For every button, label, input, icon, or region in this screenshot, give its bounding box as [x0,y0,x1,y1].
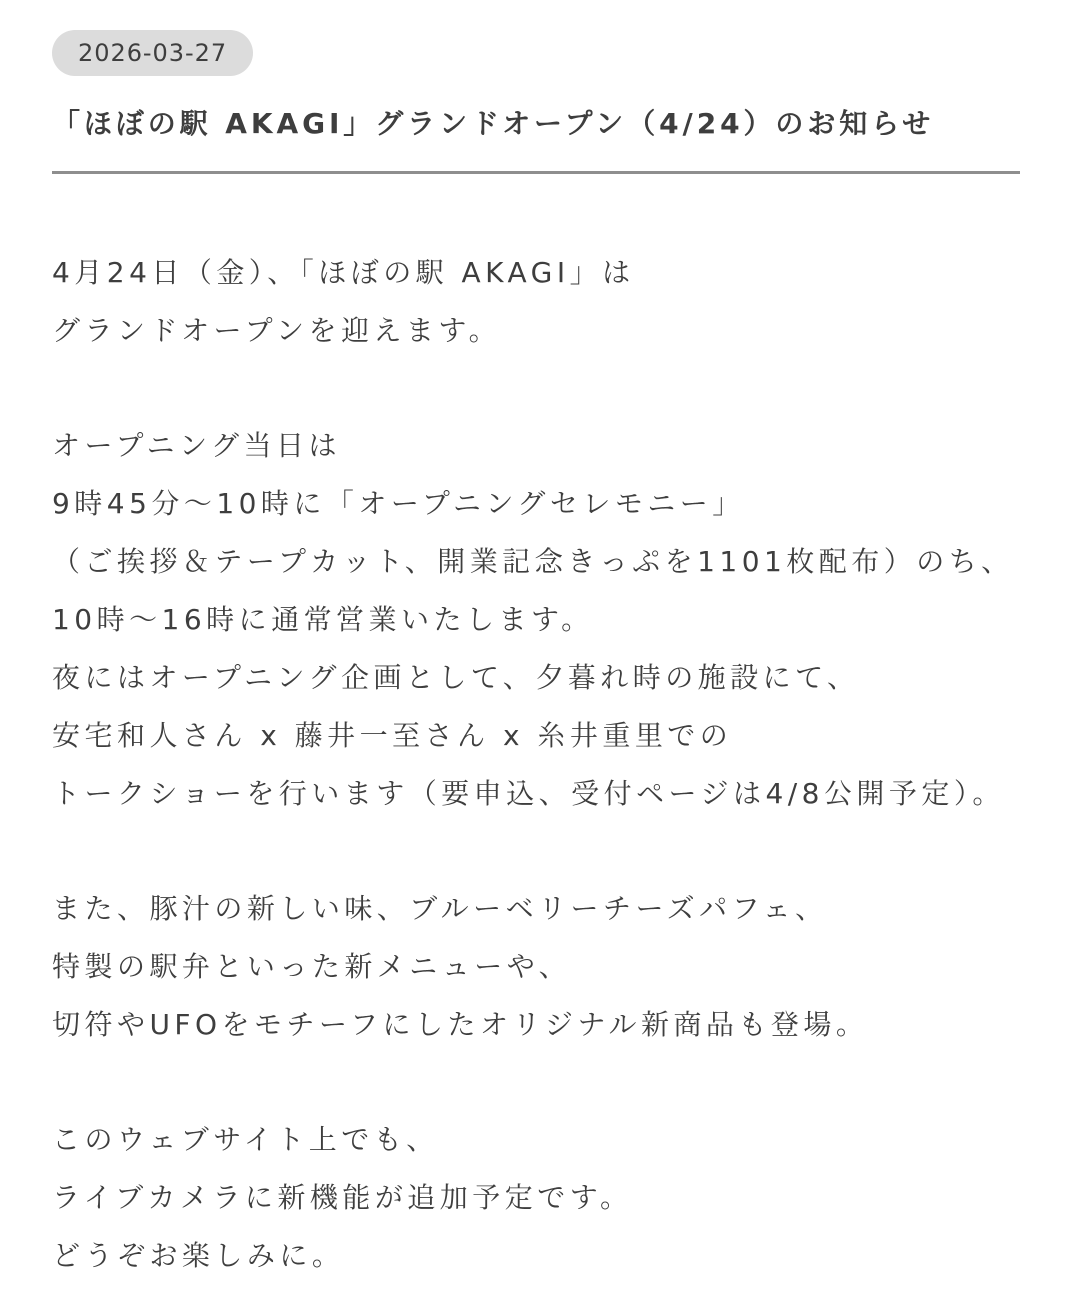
article-body [52,244,1020,1285]
article-paragraph: また、豚汁の新しい味、ブルーベリーチーズパフェ、 特製の駅弁といった新メニューや、 切符やUFOをモチーフにしたオリジナル新商品も登場。 [52,892,869,1041]
article-paragraph: オープニング当日は 9時45分～10時に「オープニングセレモニー」 （ご挨拶＆テープカット、開業記念きっぷを1101枚配布）のち、 10時～16時に通常営業いたします。 夜にはオープニング企画として、夕暮れ時の施設にて、 安宅和人さん x 藤井一至さん x 糸井重里での トークショーを行います（要申込、受付ページは4/8公開予定）。 [52,429,1014,810]
article-title: 「ほぼの駅 AKAGI」グランドオープン（4/24）のお知らせ [52,107,935,140]
date-badge: 2026-03-27 [52,30,253,76]
title-divider [52,171,1020,174]
article-paragraph: 4月24日（金）、「ほぼの駅 AKAGI」は グランドオープンを迎えます。 [52,256,635,347]
article-paragraph: このウェブサイト上でも、 ライブカメラに新機能が追加予定です。 どうぞお楽しみに。 [52,1123,633,1272]
